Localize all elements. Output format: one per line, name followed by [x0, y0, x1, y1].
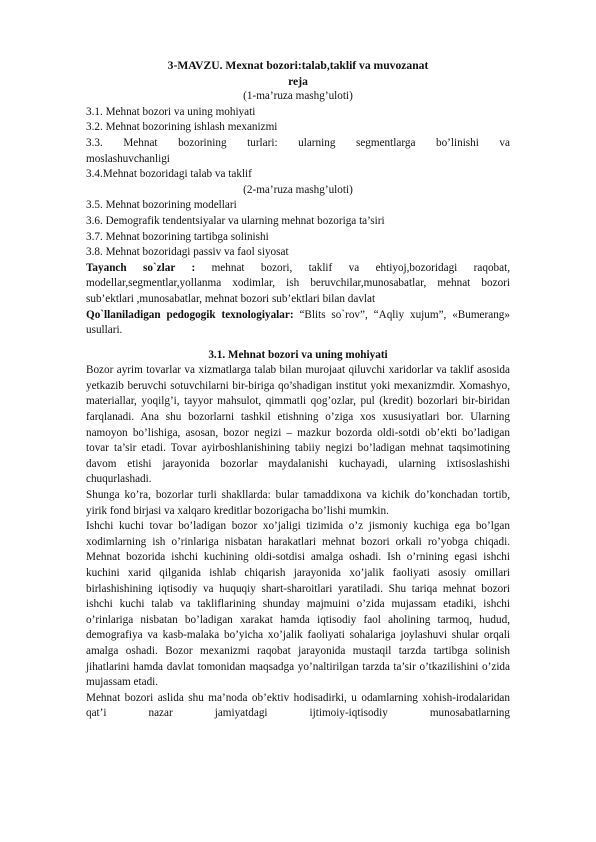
keywords-text: mehnat bozori, taklif va ehtiyoj,bozoridagi raqobat, modellar,segmentlar,yollanma xodimlar, ish beruvchilar,munosabatlar, mehnat bozori sub’ektlari ,munosabatlar, mehnat bozori sub’ektlari bilan davlat [86, 261, 510, 305]
keywords-paragraph [86, 261, 510, 308]
technologies-text: “Blits so`rov”, “Aqliy xujum”, «Bumerang» usullari. [86, 308, 510, 337]
page-title: 3-MAVZU. Mexnat bozori:talab,taklif va muvozanat [167, 59, 429, 72]
body-paragraph: Mehnat bozori aslida shu ma’noda ob’ektiv hodisadirki, u odamlarning xohish-irodalaridan qat’i nazar jamiyatdagi ijtimoiy-iqtisodiy munosabatlarning [86, 691, 510, 720]
body-paragraph: Shunga ko’ra, bozorlar turli shakllarda: bular tamaddixona va kichik do’konchadan tortib, yirik fond birjasi va xalqaro kreditlar bozorigacha bo’lishi mumkin. [86, 489, 510, 517]
plan-item: 3.1. Mehnat bozori va uning mohiyati [86, 105, 256, 118]
plan-item: 3.5. Mehnat bozorining modellari [86, 199, 237, 212]
body-paragraph: Ishchi kuchi tovar bo’ladigan bozor xo’jaligi tizimida o’z jismoniy kuchiga ega bo’lgan xodimlarning ish o’rinlariga nisbatan harakatlari mehnat bozori orkali ro’yobga chiqadi. Mehnat bozorida ishchi kuchining oldi-sotdisi amalga oshadi. Ish o’rnining egasi ishchi kuchini xarid qilganida ishlab chiqarish jarayonida xo’jalik faoliyati asosiy omillari birlashishining iqtisodiy va huquqiy shart-sharoitlari yaratiladi. Shu tariqa mehnat bozori ishchi kuchi talab va takliflarining shunday majmuini o’zida mujassam etadiki, ishchi o’rinlariga nisbatan bo’ladigan xarakat hamda iqtisodiy faol aholining tarmoq, hudud, demografiya va kasb-malaka bo’yicha xo’jalik faoliyati sohalariga joylashuvi shular orqali amalga oshadi. Bozor mexanizmi raqobat jarayonida mustaqil tarzda tartibga solinish jihatlarini hamda davlat tomonidan maqsadga yo’naltirilgan tarzda ta’sir o’tkazilishini o’zida mujassam etadi. [86, 520, 510, 689]
technologies-paragraph [86, 308, 510, 339]
plan-item: 3.6. Demografik tendentsiyalar va ularning mehnat bozoriga ta’siri [86, 214, 385, 227]
body-paragraph: Bozor ayrim tovarlar va xizmatlarga talab bilan murojaat qiluvchi xaridorlar va taklif asosida yetkazib beruvchi sotuvchilarni bir-biriga qo’shadigan institut yoki mexanizmdir. Xomashyo, materiallar, yoqilg’i, tayyor mahsulot, qimmatli qog’ozlar, pul (kredit) bozorlari bir-biridan farqlanadi. Ana shu bozorlarni tashkil etishning o’ziga xos xususiyatlari bor. Ularning namoyon bo’lishiga, asosan, bozor negizi – mazkur bozorda oldi-sotdi ob’ekti bo’ladigan tovar ta’sir etadi. Tovar ayirboshlanishining tabiiy negizi bo’ladigan mehnat taqsimotining davom etishi jarayonida bozorlar maydalanishi kuchayadi, ularning ixtisoslashishi chuqurlashadi. [86, 364, 510, 486]
technologies-label: Qo`llaniladigan pedogogik texnologiyalar: [86, 308, 294, 321]
plan-item-continuation: moslashuvchanligi [86, 152, 170, 165]
plan-heading: reja [288, 74, 308, 88]
lecture-2-label: (2-ma’ruza mashg’uloti) [243, 183, 353, 196]
plan-item: 3.3. Mehnat bozorining turlari: ularning segmentlarga bo’linishi va [86, 136, 510, 149]
plan-item: 3.8. Mehnat bozoridagi passiv va faol siyosat [86, 246, 289, 259]
keywords-label: Tayanch so`zlar : [86, 261, 196, 274]
plan-item: 3.7. Mehnat bozorining tartibga solinishi [86, 230, 269, 243]
lecture-1-label: (1-ma’ruza mashg’uloti) [243, 90, 353, 103]
plan-item: 3.4.Mehnat bozoridagi talab va taklif [86, 168, 252, 181]
section-heading: 3.1. Mehnat bozori va uning mohiyati [208, 348, 388, 361]
document-body [86, 58, 510, 722]
plan-item: 3.2. Mehnat bozorining ishlash mexanizmi [86, 121, 278, 134]
